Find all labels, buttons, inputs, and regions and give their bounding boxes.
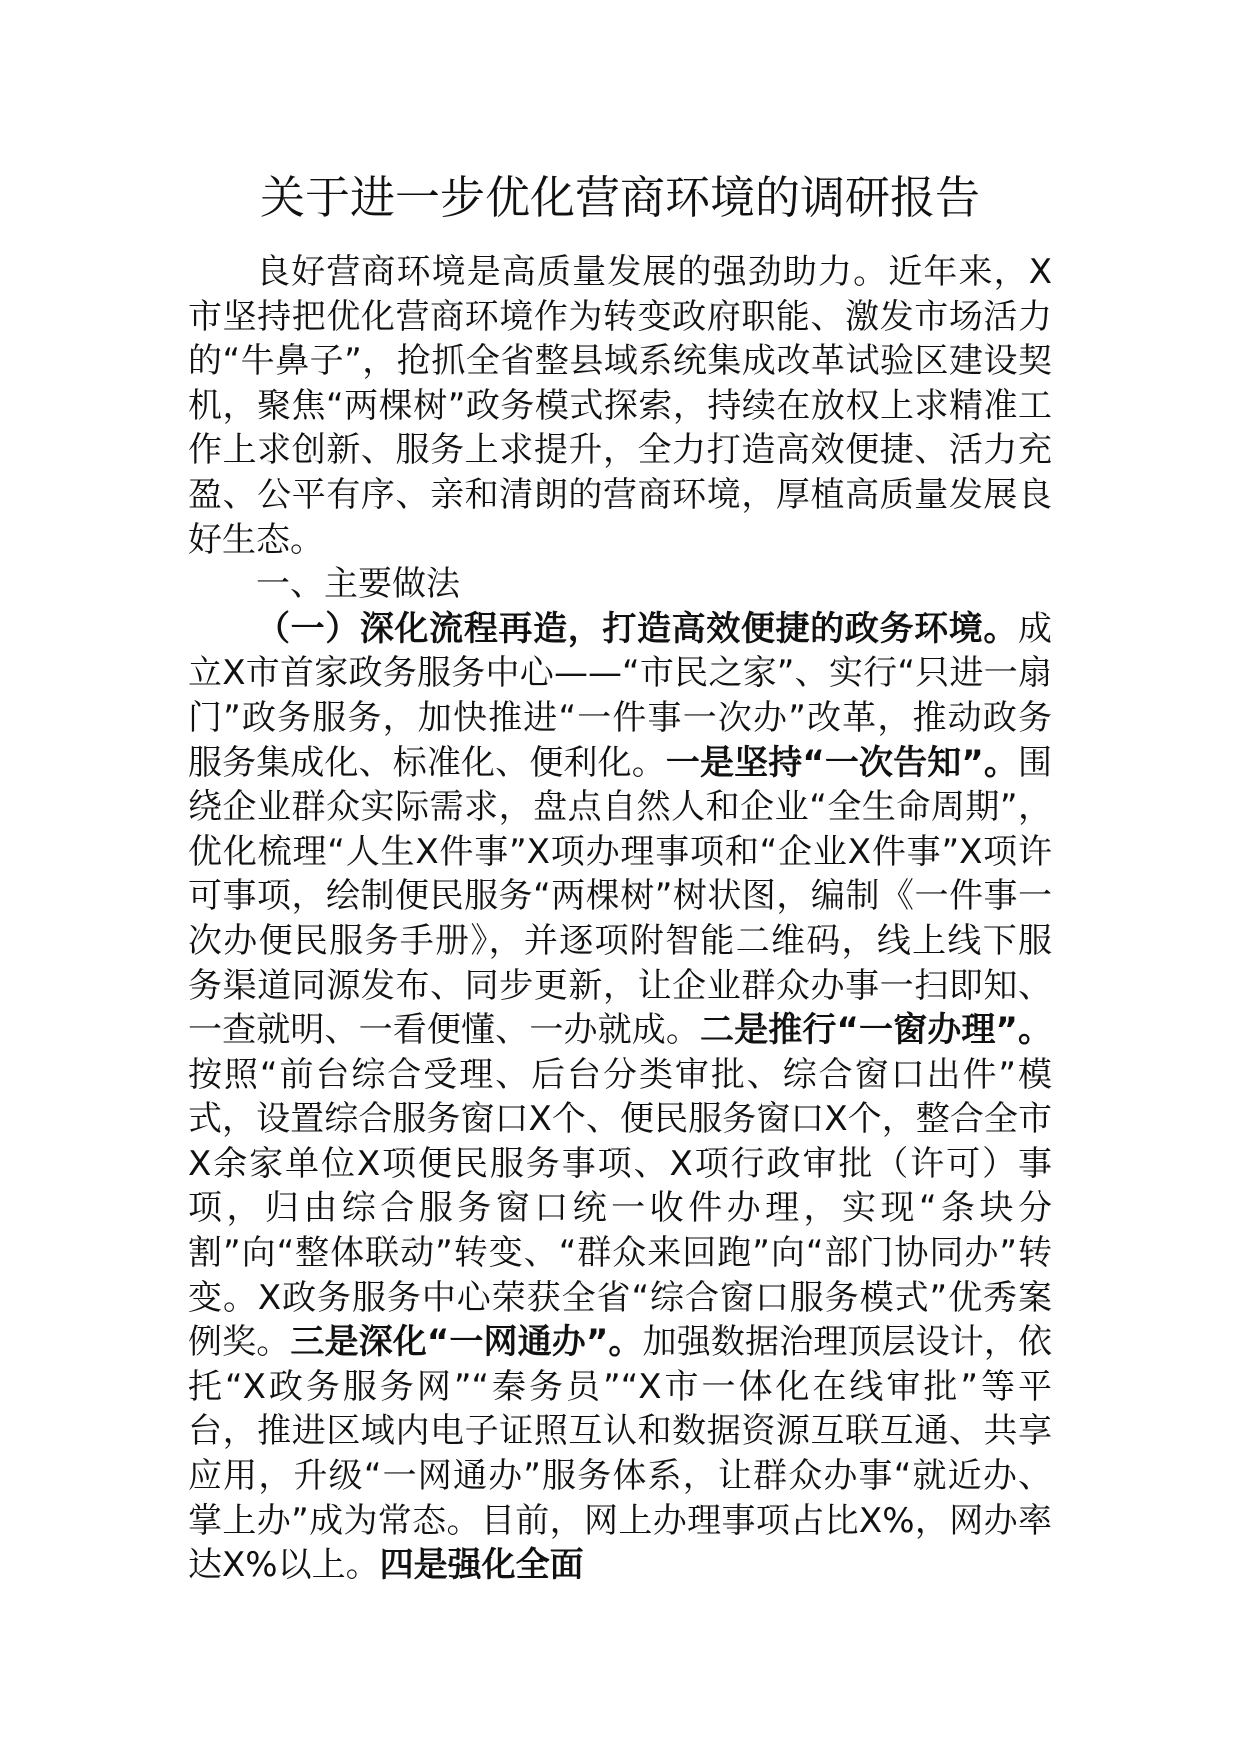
section-heading: 一、主要做法 <box>256 564 460 605</box>
intro-paragraph: 良好营商环境是高质量发展的强劲助力。近年来，X市坚持把优化营商环境作为转变政府职能、激发市场活力的“牛鼻子”，抢抓全省整县域系统集成改革试验区建设契机，聚焦“两棵树”政务模式探索，持续在放权上求精准工作上求创新、服务上求提升，全力打造高效便捷、活力充盈、公平有序、亲和清朗的营商环境，厚植高质量发展良好生态。 <box>188 252 1052 560</box>
subsection-paragraph <box>188 607 1052 1588</box>
paragraph-text: 围绕企业群众实际需求，盘点自然人和企业“全生命周期”，优化梳理“人生X件事”X项办理事项和“企业X件事”X项许可事项，绘制便民服务“两棵树”树状图，编制《一件事一次办便民服务手册》，并逐项附智能二维码，线上线下服务渠道同源发布、同步更新，让企业群众办事一扫即知、一查就明、一看便懂、一办就成。 <box>188 742 1053 1051</box>
document-title: 关于进一步优化营商环境的调研报告 <box>259 171 980 224</box>
point-heading: 一是坚持“一次告知”。 <box>665 742 1019 783</box>
point-heading: 三是深化“一网通办”。 <box>290 1322 643 1363</box>
point-heading: 四是强化全面 <box>379 1545 584 1586</box>
paragraph-text: 成立X市首家政务服务中心——“市民之家”、实行“只进一扇门”政务服务，加快推进“一件事一次办”改革，推动政务服务集成化、标准化、便利化。 <box>188 608 1052 783</box>
paragraph-text: 按照“前台综合受理、后台分类审批、综合窗口出件”模式，设置综合服务窗口X个、便民服务窗口X个，整合全市X余家单位X项便民服务事项、X项行政审批（许可）事项，归由综合服务窗口统一收件办理，实现“条块分割”向“整体联动”转变、“群众来回跑”向“部门协同办”转变。X政务服务中心荣获全省“综合窗口服务模式”优秀案例奖。 <box>188 1054 1052 1363</box>
paragraph-text: 加强数据治理顶层设计，依托“X政务服务网”“秦务员”“X市一体化在线审批”等平台，推进区域内电子证照互认和数据资源互联互通、共享应用，升级“一网通办”服务体系，让群众办事“就近办、掌上办”成为常态。目前，网上办理事项占比X%，网办率达X%以上。 <box>188 1322 1053 1586</box>
point-heading: 二是推行“一窗办理”。 <box>699 1010 1052 1051</box>
subsection-heading: （一）深化流程再造，打造高效便捷的政务环境。 <box>256 608 1018 649</box>
document-body <box>188 250 1052 1588</box>
